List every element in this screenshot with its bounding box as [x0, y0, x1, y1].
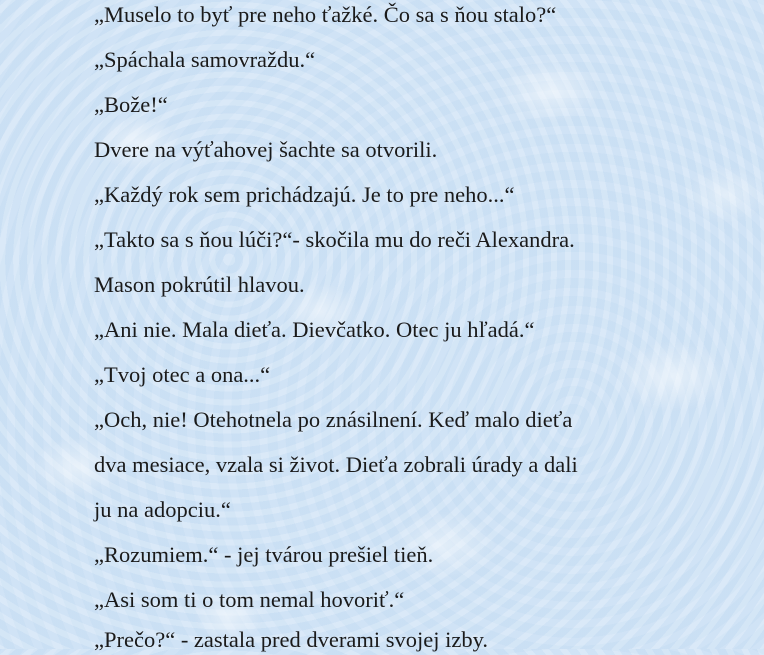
text-line: „Tvoj otec a ona...“: [94, 362, 271, 387]
text-line: „Rozumiem.“ - jej tvárou prešiel tieň.: [94, 542, 434, 567]
text-line: „Ani nie. Mala dieťa. Dievčatko. Otec ju hľadá.“: [94, 317, 535, 342]
text-line: „Asi som ti o tom nemal hovoriť.“: [94, 587, 405, 612]
text-line: „Každý rok sem prichádzajú. Je to pre neho...“: [94, 182, 515, 207]
text-line: Mason pokrútil hlavou.: [94, 272, 305, 297]
text-line: „Spáchala samovraždu.“: [94, 47, 316, 72]
text-line: „Bože!“: [94, 92, 168, 117]
text-line: ju na adopciu.“: [94, 497, 231, 522]
text-line: Dvere na výťahovej šachte sa otvorili.: [94, 137, 438, 162]
text-line: „Muselo to byť pre neho ťažké. Čo sa s ňou stalo?“: [94, 2, 557, 27]
text-line: „Prečo?“ - zastala pred dverami svojej izby.: [94, 627, 488, 652]
text-line: „Och, nie! Otehotnela po znásilnení. Keď malo dieťa: [94, 407, 573, 432]
text-line: „Takto sa s ňou lúči?“- skočila mu do reči Alexandra.: [94, 227, 575, 252]
text-line: dva mesiace, vzala si život. Dieťa zobrali úrady a dali: [94, 452, 578, 477]
